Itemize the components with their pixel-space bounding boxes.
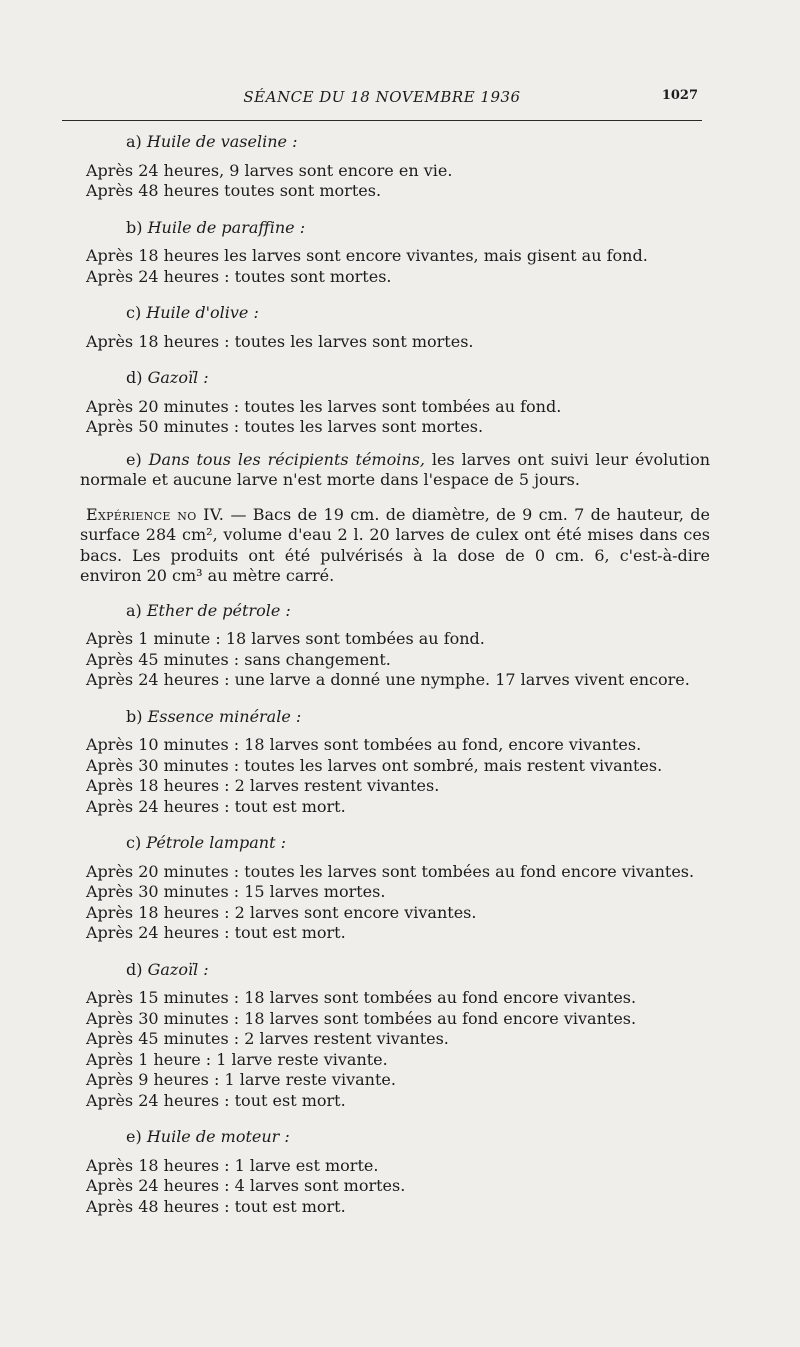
observation-line: Après 10 minutes : 18 larves sont tombées au fond, encore vivantes. — [86, 735, 642, 754]
observation-line: Après 24 heures : toutes sont mortes. — [86, 266, 392, 286]
section-label: b) — [126, 217, 143, 237]
experiment-text: — Bacs de 19 cm. de diamètre, de 9 cm. 7 de hauteur, de surface 284 cm², volume d'eau 2 l. 20 larves de culex ont été mises dans ces bacs. Les produits ont été pulvérisés à la dose de 0 cm. 6, c'est-à-dire environ 20 cm³ au mètre carré. — [80, 504, 710, 585]
section-label: c) — [126, 833, 142, 852]
observation-line: Après 30 minutes : 18 larves sont tombées au fond encore vivantes. — [86, 1008, 637, 1028]
section-heading — [126, 128, 710, 153]
observation-list — [80, 161, 710, 202]
observation-line: Après 48 heures : tout est mort. — [86, 1196, 346, 1216]
observation-list — [80, 629, 710, 691]
observation-line: Après 18 heures : toutes les larves sont mortes. — [86, 331, 474, 351]
observation-line: Après 45 minutes : 2 larves restent vivantes. — [86, 1029, 449, 1048]
section-label: e) — [126, 1127, 142, 1146]
section-group-2 — [80, 597, 710, 1218]
observation-line: Après 24 heures : tout est mort. — [86, 796, 346, 816]
section-heading — [126, 299, 710, 324]
observation-list — [80, 332, 710, 353]
observation-line: Après 30 minutes : toutes les larves ont sombré, mais restent vivantes. — [86, 755, 663, 775]
section-title: Ether de pétrole : — [146, 600, 291, 620]
section-title: Essence minérale : — [147, 706, 302, 726]
section-label: a) — [126, 600, 142, 620]
section-title: Gazoïl : — [147, 959, 209, 979]
observation-line: Après 15 minutes : 18 larves sont tombées au fond encore vivantes. — [86, 988, 637, 1007]
observation-list — [80, 1156, 710, 1218]
section-label: c) — [126, 303, 142, 322]
observation-line: Après 18 heures : 2 larves sont encore vivantes. — [86, 902, 477, 922]
section-title: Huile de vaseline : — [146, 132, 298, 151]
observation-line: Après 1 heure : 1 larve reste vivante. — [86, 1049, 388, 1069]
observation-line: Après 50 minutes : toutes les larves sont mortes. — [86, 417, 484, 436]
observation-line: Après 9 heures : 1 larve reste vivante. — [86, 1070, 396, 1089]
observation-list — [80, 988, 710, 1111]
section-heading — [126, 597, 710, 622]
experiment-paragraph — [80, 505, 710, 587]
section-label: e) — [126, 449, 142, 469]
section-title: Huile de moteur : — [146, 1127, 290, 1146]
section-text: les larves ont suivi leur évolution normale et aucune larve n'est morte dans l'espace de 5 jours. — [80, 449, 710, 489]
observation-line: Après 24 heures : tout est mort. — [86, 923, 346, 942]
section-label: d) — [126, 959, 143, 979]
section-label: a) — [126, 132, 142, 151]
running-title: SÉANCE DU 18 NOVEMBRE 1936 — [243, 88, 521, 106]
observation-line: Après 18 heures les larves sont encore vivantes, mais gisent au fond. — [86, 246, 648, 265]
observation-list — [80, 397, 710, 438]
section-title: Huile d'olive : — [146, 303, 259, 322]
page-body — [80, 128, 710, 1229]
section-title: Huile de paraffine : — [147, 217, 306, 237]
observation-line: Après 48 heures toutes sont mortes. — [86, 181, 382, 200]
section-italic: Dans tous les récipients témoins, — [148, 449, 425, 469]
observation-line: Après 24 heures, 9 larves sont encore en vie. — [86, 160, 453, 180]
section-label: d) — [126, 368, 143, 387]
section-title: Pétrole lampant : — [146, 833, 287, 852]
section-heading — [126, 364, 710, 389]
section-heading — [126, 1123, 710, 1148]
section-heading — [126, 214, 710, 239]
experiment-heading: Expérience no IV. — [86, 504, 225, 524]
observation-line: Après 30 minutes : 15 larves mortes. — [86, 882, 386, 901]
page-header — [62, 82, 702, 121]
observation-line: Après 24 heures : tout est mort. — [86, 1090, 346, 1110]
observation-line: Après 18 heures : 1 larve est morte. — [86, 1155, 379, 1175]
observation-line: Après 20 minutes : toutes les larves sont tombées au fond. — [86, 396, 562, 416]
section-group-1 — [80, 128, 710, 438]
page-number: 1027 — [661, 88, 698, 103]
observation-line: Après 1 minute : 18 larves sont tombées au fond. — [86, 629, 485, 648]
section-heading — [126, 703, 710, 728]
observation-line: Après 45 minutes : sans changement. — [86, 649, 391, 669]
observation-line: Après 24 heures : une larve a donné une nymphe. 17 larves vivent encore. — [86, 670, 690, 689]
observation-line: Après 18 heures : 2 larves restent vivantes. — [86, 776, 440, 795]
section-heading — [126, 956, 710, 981]
observation-list — [80, 862, 710, 944]
observation-list — [80, 246, 710, 287]
observation-line: Après 24 heures : 4 larves sont mortes. — [86, 1176, 406, 1195]
observation-list — [80, 735, 710, 817]
section-label: b) — [126, 706, 143, 726]
paragraph-controls — [80, 450, 710, 491]
section-title: Gazoïl : — [147, 368, 209, 387]
observation-line: Après 20 minutes : toutes les larves sont tombées au fond encore vivantes. — [86, 861, 695, 881]
section-heading — [126, 829, 710, 854]
